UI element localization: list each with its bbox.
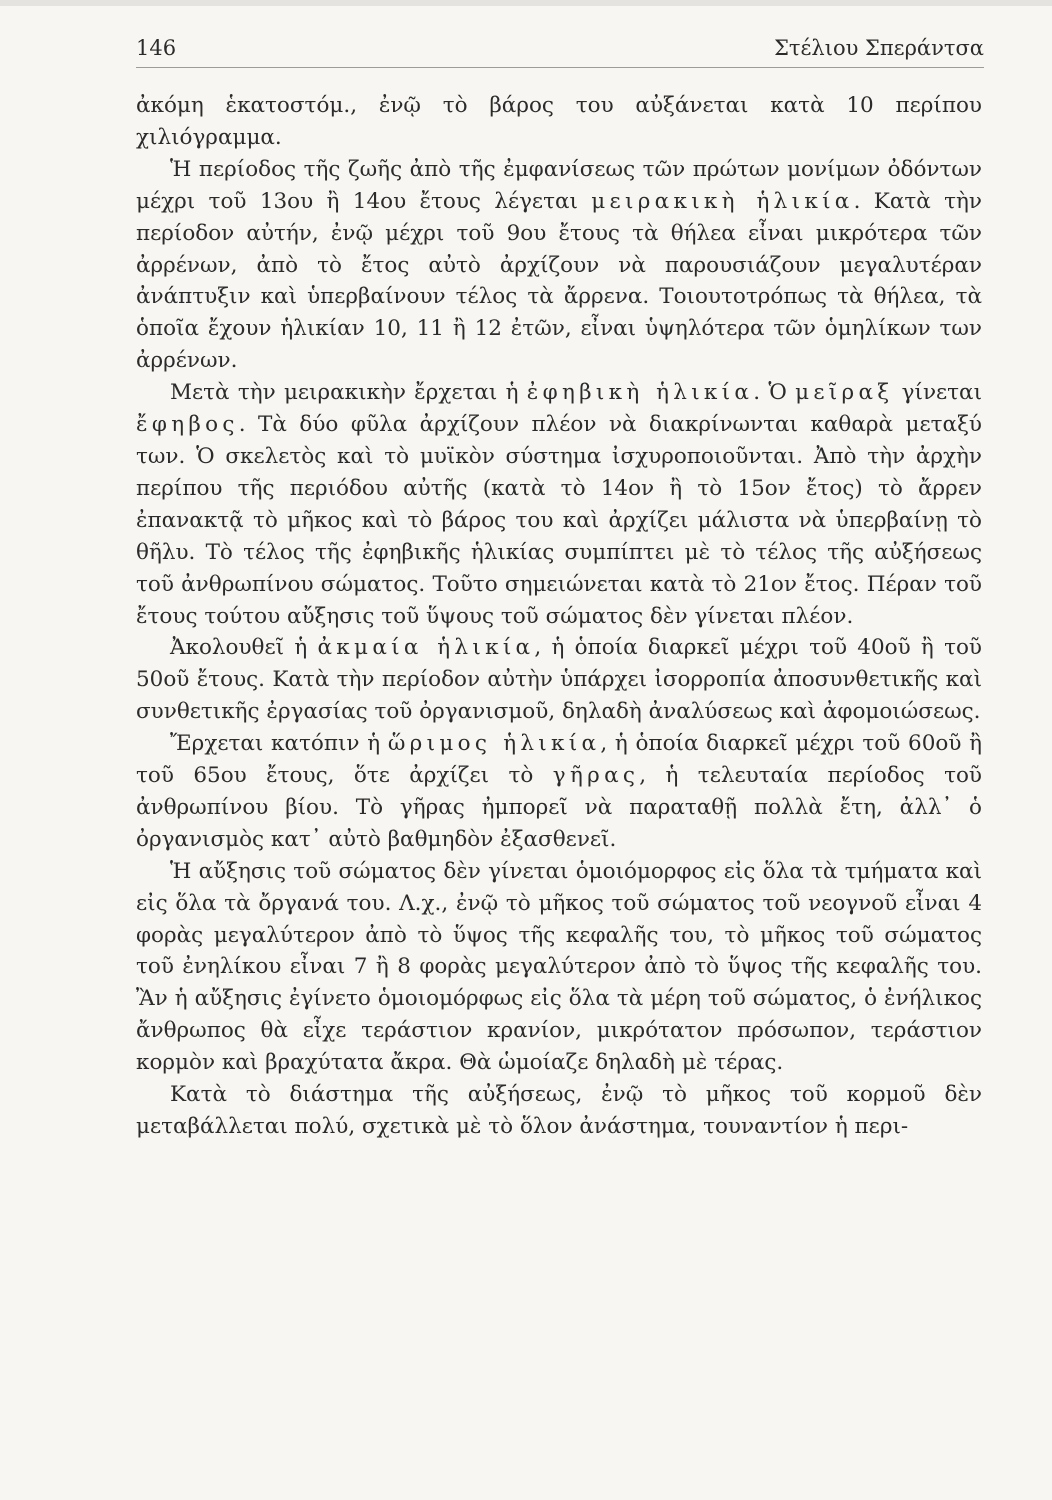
emphasized-term: ὥριμος ἡλικία — [387, 731, 601, 757]
text-run: . Ὁ — [753, 380, 796, 406]
running-title: Στέλιου Σπεράντσα — [774, 36, 984, 60]
running-head — [136, 36, 984, 68]
paragraph — [136, 728, 982, 856]
emphasized-term: μεῖραξ — [795, 380, 894, 406]
text-run: Ἀκολουθεῖ ἡ — [170, 635, 318, 661]
text-run: . Κατὰ τὴν περίοδον αὐτήν, ἐνῷ μέχρι τοῦ 9ου ἔτους τὰ θήλεα εἶναι μικρότερα τῶν ἀρρένων, ἀπὸ τὸ ἔτος αὐτὸ ἀρχίζουν νὰ παρουσιάζουν μεγαλυτέραν ἀνάπτυξιν καὶ ὑπερβαίνουν τέλος τὰ ἄρρενα. Τοιουτοτρόπως τὰ θήλεα, τὰ ὁποῖα ἔχουν ἡλικίαν 10, 11 ἢ 12 ἐτῶν, εἶναι ὑψηλότερα τῶν ὁμηλίκων των ἀρρένων. — [136, 188, 982, 374]
body-text — [136, 90, 982, 1143]
text-run: , ἡ ὁποία διαρκεῖ μέχρι τοῦ 60οῦ ἢ τοῦ 65ου ἔτους, ὅτε ἀρχίζει τὸ — [136, 731, 982, 789]
text-run: Κατὰ τὸ διάστημα τῆς αὐξήσεως, ἐνῷ τὸ μῆκος τοῦ κορμοῦ δὲν μεταβάλλεται πολύ, σχετικὰ μὲ τὸ ὅλον ἀνάστημα, τουναντίον ἡ περι- — [136, 1082, 982, 1139]
paragraph — [136, 856, 982, 1079]
paragraph — [136, 377, 982, 632]
text-run: Ἔρχεται κατόπιν ἡ — [170, 731, 388, 757]
emphasized-term: γῆρας — [552, 763, 640, 789]
emphasized-term: ἐφηβικὴ ἡλικία — [526, 380, 754, 406]
page-number: 146 — [136, 36, 177, 60]
paragraph — [136, 154, 982, 377]
text-run: Ἡ αὔξησις τοῦ σώματος δὲν γίνεται ὁμοιόμορφος εἰς ὅλα τὰ τμήματα καὶ εἰς ὅλα τὰ ὄργανά του. Λ.χ., ἐνῷ τὸ μῆκος τοῦ σώματος τοῦ νεογνοῦ εἶναι 4 φορὰς μεγαλύτερον ἀπὸ τὸ ὕψος τῆς κεφαλῆς του, τὸ μῆκος τοῦ σώματος τοῦ ἐνηλίκου εἶναι 7 ἢ 8 φορὰς μεγαλύτερον ἀπὸ τὸ ὕψος τῆς κεφαλῆς του. Ἂν ἡ αὔξησις ἐγίνετο ὁμοιομόρφως εἰς ὅλα τὰ μέρη τοῦ σώματος, ὁ ἐνήλικος ἄνθρωπος θὰ εἶχε τεράστιον κρανίον, μικρότατον πρόσωπον, τεράστιον κορμὸν καὶ βραχύτατα ἄκρα. Θὰ ὡμοίαζε δηλαδὴ μὲ τέρας. — [136, 858, 982, 1076]
paragraph — [136, 632, 982, 728]
emphasized-term: μειρακικὴ ἡλικία — [591, 188, 854, 214]
emphasized-term: ἔφηβος — [136, 412, 239, 438]
text-run: ἀκόμη ἑκατοστόμ., ἐνῷ τὸ βάρος του αὐξάνεται κατὰ 10 περίπου χιλιόγραμμα. — [136, 93, 982, 150]
paragraph — [136, 1079, 982, 1143]
header-rule — [136, 67, 984, 68]
text-run: Μετὰ τὴν μειρακικὴν ἔρχεται ἡ — [170, 380, 527, 406]
text-run: . Τὰ δύο φῦλα ἀρχίζουν πλέον νὰ διακρίνωνται καθαρὰ μεταξύ των. Ὁ σκελετὸς καὶ τὸ μυϊκὸν σύστημα ἰσχυροποιοῦνται. Ἀπὸ τὴν ἀρχὴν περίπου τῆς περιόδου αὐτῆς (κατὰ τὸ 14ον ἢ τὸ 15ον ἔτος) τὸ ἄρρεν ἐπανακτᾷ τὸ μῆκος καὶ τὸ βάρος του καὶ ἀρχίζει μάλιστα νὰ ὑπερβαίνῃ τὸ θῆλυ. Τὸ τέλος τῆς ἐφηβικῆς ἡλικίας συμπίπτει μὲ τὸ τέλος τῆς αὐξήσεως τοῦ ἀνθρωπίνου σώματος. Τοῦτο σημειώνεται κατὰ τὸ 21ον ἔτος. Πέραν τοῦ ἔτους τούτου αὔξησις τοῦ ὕψους τοῦ σώματος δὲν γίνεται πλέον. — [136, 412, 982, 629]
text-run: γίνεται — [893, 380, 983, 406]
scan-top-edge — [0, 0, 1052, 6]
text-run: , ἡ ὁποία διαρκεῖ μέχρι τοῦ 40οῦ ἢ τοῦ 50οῦ ἔτους. Κατὰ τὴν περίοδον αὐτὴν ὑπάρχει ἰσορροπία ἀποσυνθετικῆς καὶ συνθετικῆς ἐργασίας τοῦ ὀργανισμοῦ, δηλαδὴ ἀναλύσεως καὶ ἀφομοιώσεως. — [136, 635, 982, 725]
paragraph — [136, 90, 982, 154]
text-run: , ἡ τελευταία περίοδος τοῦ ἀνθρωπίνου βίου. Τὸ γῆρας ἠμπορεῖ νὰ παραταθῇ πολλὰ ἔτη, ἀλλ᾽ ὁ ὀργανισμὸς κατ᾽ αὐτὸ βαθμηδὸν ἐξασθενεῖ. — [136, 763, 982, 852]
text-run: Ἡ περίοδος τῆς ζωῆς ἀπὸ τῆς ἐμφανίσεως τῶν πρώτων μονίμων ὀδόντων μέχρι τοῦ 13ου ἢ 14ου ἔτους λέγεται — [136, 156, 982, 214]
emphasized-term: ἀκμαία ἡλικία — [317, 635, 535, 661]
